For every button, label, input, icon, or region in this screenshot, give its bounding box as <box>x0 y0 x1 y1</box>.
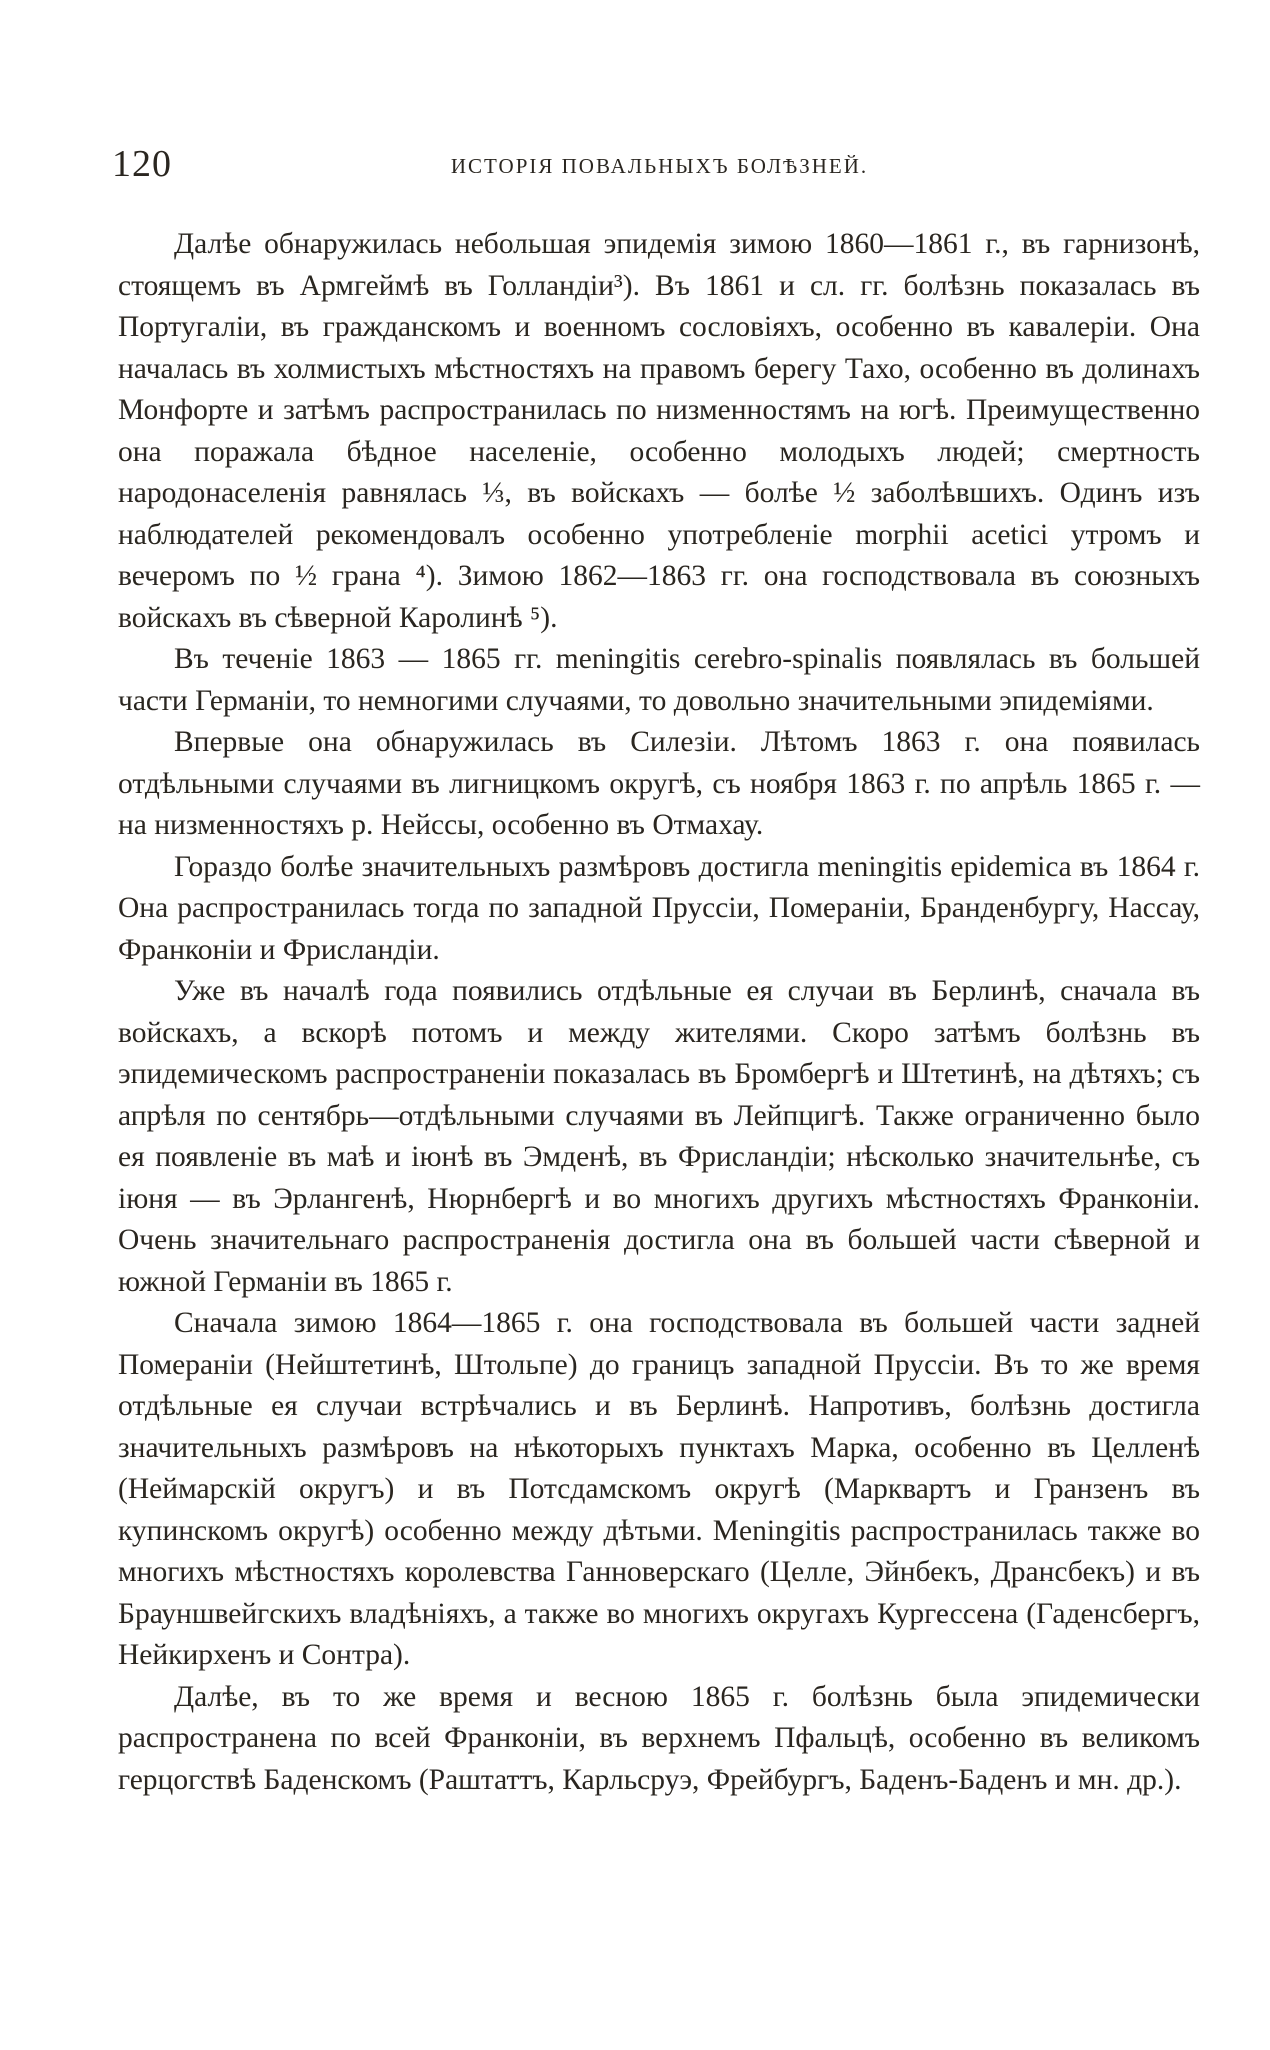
paragraph: Гораздо болѣе значительныхъ размѣровъ достигла meningitis epidemica въ 1864 г. Она распространилась тогда по западной Пруссіи, Помераніи, Бранденбургу, Нассау, Франконіи и Фрисландіи. <box>118 850 1200 966</box>
paragraph: Сначала зимою 1864—1865 г. она господствовала въ большей части задней Помераніи (Нейштетинѣ, Штольпе) до границъ западной Пруссіи. Въ то же время отдѣльные ея случаи встрѣчались и въ Берлинѣ. Напротивъ, болѣзнь достигла значительныхъ размѣровъ на нѣкоторыхъ пунктахъ Марка, особенно въ Целленѣ (Неймарскій округъ) и въ Потсдамскомъ округѣ (Марквартъ и Гранзенъ въ купинскомъ округѣ) особенно между дѣтьми. Meningitis распространилась также во многихъ мѣстностяхъ королевства Ганноверскаго (Целле, Эйнбекъ, Дрансбекъ) и въ Брауншвейгскихъ владѣніяхъ, а также во многихъ округахъ Кургессена (Гаденсбергъ, Нейкирхенъ и Сонтра). <box>118 1307 1200 1671</box>
paragraph: Впервые она обнаружилась въ Силезіи. Лѣтомъ 1863 г. она появилась отдѣльными случаями въ лигницкомъ округѣ, съ ноября 1863 г. по апрѣль 1865 г. — на низменностяхъ р. Нейссы, особенно въ Отмахау. <box>118 726 1200 841</box>
paragraph: Далѣе обнаружилась небольшая эпидемія зимою 1860—1861 г., въ гарнизонѣ, стоящемъ въ Армгеймѣ въ Голландіи³). Въ 1861 и сл. гг. болѣзнь показалась въ Португаліи, въ гражданскомъ и военномъ сословіяхъ, особенно въ кавалеріи. Она началась въ холмистыхъ мѣстностяхъ на правомъ берегу Тахо, особенно въ долинахъ Монфорте и затѣмъ распространилась по низменностямъ на югѣ. Преимущественно она поражала бѣдное населеніе, особенно молодыхъ людей; смертность народонаселенія равнялась ⅓, въ войскахъ — болѣе ½ заболѣвшихъ. Одинъ изъ наблюдателей рекомендовалъ особенно употребленіе morphii acetici утромъ и вечеромъ по ½ грана ⁴). Зимою 1862—1863 гг. она господствовала въ союзныхъ войскахъ въ сѣверной Каролинѣ ⁵). <box>118 228 1200 634</box>
running-title: ИСТОРІЯ ПОВАЛЬНЫХЪ БОЛѢЗНЕЙ. <box>450 154 869 178</box>
paragraph: Въ теченіе 1863 — 1865 гг. meningitis cerebro-spinalis появлялась въ большей части Германіи, то немногими случаями, то довольно значительными эпидеміями. <box>118 643 1200 717</box>
page-number: 120 <box>112 143 172 185</box>
paragraph: Уже въ началѣ года появились отдѣльные ея случаи въ Берлинѣ, сначала въ войскахъ, а вскорѣ потомъ и между жителями. Скоро затѣмъ болѣзнь въ эпидемическомъ распространеніи показалась въ Бромбергѣ и Штетинѣ, на дѣтяхъ; съ апрѣля по сентябрь—отдѣльными случаями въ Лейпцигѣ. Также ограниченно было ея появленіе въ маѣ и іюнѣ въ Эмденѣ, въ Фрисландіи; нѣсколько значительнѣе, съ іюня — въ Эрлангенѣ, Нюрнбергѣ и во многихъ другихъ мѣстностяхъ Франконіи. Очень значительнаго распространенія достигла она въ большей части сѣверной и южной Германіи въ 1865 г. <box>118 975 1200 1298</box>
paragraph: Далѣе, въ то же время и весною 1865 г. болѣзнь была эпидемически распространена по всей Франконіи, въ верхнемъ Пфальцѣ, особенно въ великомъ герцогствѣ Баденскомъ (Раштаттъ, Карльсруэ, Фрейбургъ, Баденъ-Баденъ и мн. др.). <box>118 1680 1200 1796</box>
page-header <box>112 142 1207 202</box>
page-body <box>118 224 1200 1801</box>
